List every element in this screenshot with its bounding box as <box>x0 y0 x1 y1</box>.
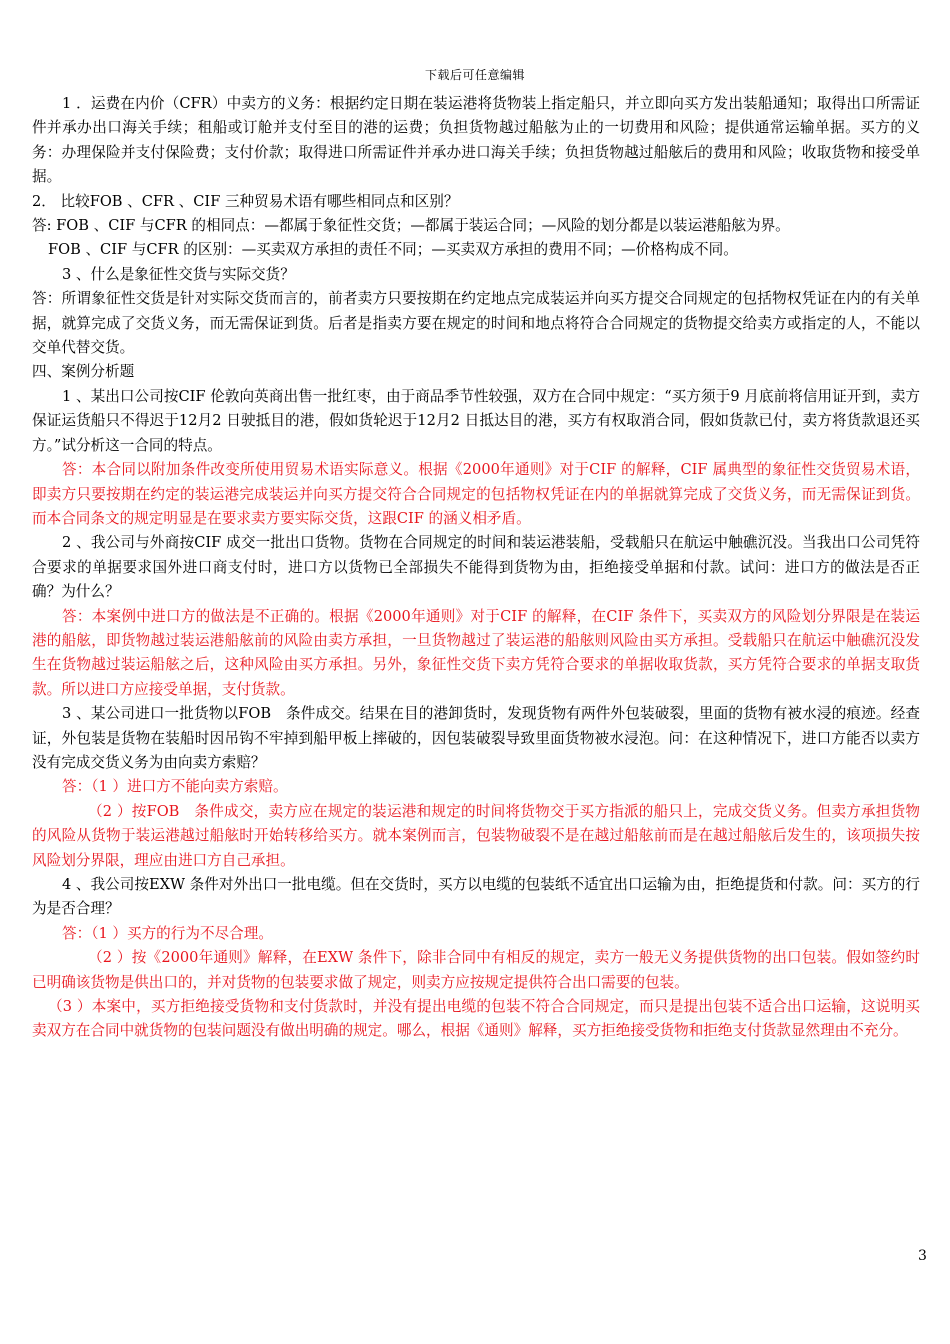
paragraph: 答：所谓象征性交货是针对实际交货而言的，前者卖方只要按期在约定地点完成装运并向买方提交合同规定的包括物权凭证在内的有关单据，就算完成了交货义务，而无需保证到货。后者是指卖方要在规定的时间和地点将符合合同规定的货物提交给卖方或指定的人，不能以交单代替交货。 <box>32 290 920 357</box>
answer-paragraph: 答：本案例中进口方的做法是不正确的。根据《2000年通则》对于CIF 的解释，在CIF 条件下，买卖双方的风险划分界限是在装运港的船舷，即货物越过装运港船舷前的风险由卖方承担，一旦货物越过了装运港的船舷则风险由买方承担。受载船只在航运中触礁沉没发生在货物越过装运船舷之后，这种风险由买方承担。另外，象征性交货下卖方凭符合要求的单据收取货款，买方凭符合要求的单据支取货款。所以进口方应接受单据，支付货款。 <box>32 607 920 698</box>
paragraph: 答: FOB 、CIF 与CFR 的相同点：—都属于象征性交货；—都属于装运合同；—风险的划分都是以装运港船舷为界。 <box>32 217 790 235</box>
answer-paragraph: （2 ）按FOB 条件成交，卖方应在规定的装运港和规定的时间将货物交于买方指派的船只上，完成交货义务。但卖方承担货物的风险从货物于装运港越过船舷时开始转移给买方。就本案例而言，包装物破裂不是在越过船舷前而是在越过船舷后发生的，该项损失按风险划分界限，理应由进口方自己承担。 <box>32 802 920 869</box>
paragraph: 2． 比较FOB 、CFR 、CIF 三种贸易术语有哪些相同点和区别？ <box>32 192 459 210</box>
answer-paragraph: （2 ）按《2000年通则》解释，在EXW 条件下，除非合同中有相反的规定，卖方一般无义务提供货物的出口包装。假如签约时已明确该货物是供出口的，并对货物的包装要求做了规定，则卖方应按规定提供符合出口需要的包装。 <box>32 949 920 991</box>
paragraph: 3 、什么是象征性交货与实际交货？ <box>62 265 295 283</box>
paragraph: 1 、某出口公司按CIF 伦敦向英商出售一批红枣，由于商品季节性较强，双方在合同中规定：“买方须于9 月底前将信用证开到，卖方保证运货船只不得迟于12月2 日驶抵目的港，假如货轮迟于12月2 日抵达目的港，买方有权取消合同，假如货款已付，卖方将货款退还买方。”试分析这一合同的特点。 <box>32 387 920 454</box>
paragraph: FOB 、CIF 与CFR 的区别：—买卖双方承担的责任不同；—买卖双方承担的费用不同；—价格构成不同。 <box>48 241 738 259</box>
answer-paragraph: 答：本合同以附加条件改变所使用贸易术语实际意义。根据《2000年通则》对于CIF 的解释，CIF 属典型的象征性交货贸易术语，即卖方只要按期在约定的装运港完成装运并向买方提交符合合同规定的包括物权凭证在内的单据就算完成了交货义务，而无需保证到货。而本合同条文的规定明显是在要求卖方要实际交货，这跟CIF 的涵义相矛盾。 <box>32 461 920 527</box>
document-body <box>32 92 920 1044</box>
paragraph: 3 、某公司进口一批货物以FOB 条件成交。结果在目的港卸货时，发现货物有两件外包装破裂，里面的货物有被水浸的痕迹。经查证，外包装是货物在装船时因吊钩不牢掉到船甲板上摔破的，因包装破裂导致里面货物被水浸泡。问：在这种情况下，进口方能否以卖方没有完成交货义务为由向卖方索赔？ <box>32 705 920 771</box>
answer-paragraph: （3 ）本案中，买方拒绝接受货物和支付货款时，并没有提出电缆的包装不符合合同规定，而只是提出包装不适合出口运输，这说明买卖双方在合同中就货物的包装问题没有做出明确的规定。哪么，根据《通则》解释，买方拒绝接受货物和拒绝支付货款显然理由不充分。 <box>32 998 920 1040</box>
paragraph: 1 ．运费在内价（CFR）中卖方的义务：根据约定日期在装运港将货物装上指定船只，并立即向买方发出装船通知；取得出口所需证件并承办出口海关手续；租船或订舱并支付至目的港的运费；负担货物越过船舷为止的一切费用和风险；提供通常运输单据。买方的义务：办理保险并支付保险费；支付价款；取得进口所需证件并承办进口海关手续；负担货物越过船舷后的费用和风险；收取货物和接受单据。 <box>32 95 920 186</box>
page-header: 下载后可任意编辑 <box>424 68 525 82</box>
paragraph: 2 、我公司与外商按CIF 成交一批出口货物。货物在合同规定的时间和装运港装船，受载船只在航运中触礁沉没。当我出口公司凭符合要求的单据要求国外进口商支付时，进口方以货物已全部损失不能得到货物为由，拒绝接受单据和付款。试问：进口方的做法是否正确？为什么？ <box>32 534 920 601</box>
answer-paragraph: 答：（1 ）买方的行为不尽合理。 <box>62 924 273 942</box>
section-heading: 四、案例分析题 <box>32 363 135 381</box>
answer-paragraph: 答：（1 ）进口方不能向卖方索赔。 <box>62 778 288 796</box>
page-number: 3 <box>918 1248 927 1264</box>
paragraph: 4 、我公司按EXW 条件对外出口一批电缆。但在交货时，买方以电缆的包装纸不适宜出口运输为由，拒绝提货和付款。问：买方的行为是否合理？ <box>32 876 920 918</box>
